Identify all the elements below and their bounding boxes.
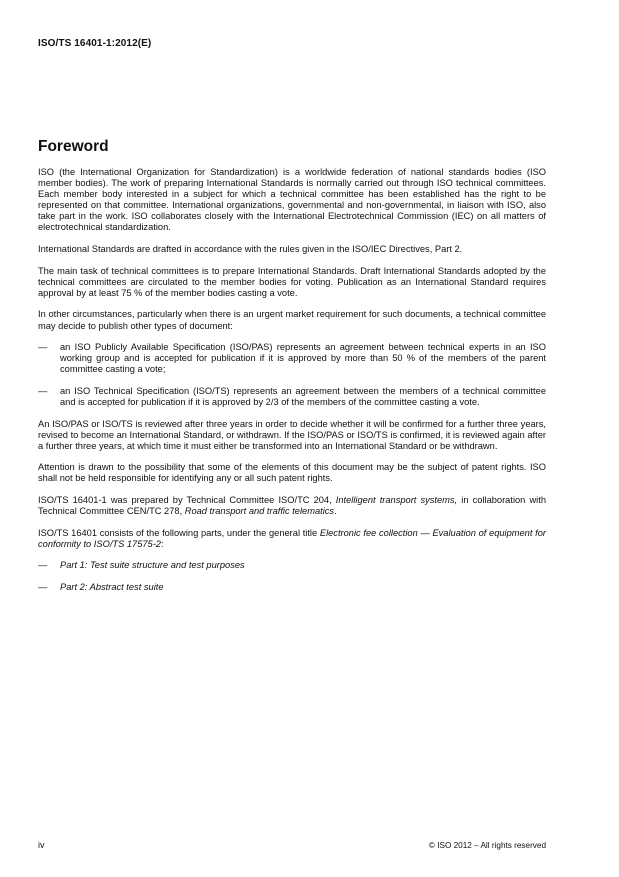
part-title: Part 2: Abstract test suite bbox=[60, 582, 164, 593]
committee-name-rttt: Road transport and traffic telematics bbox=[184, 506, 335, 517]
committee-name-its: Intelligent transport systems, bbox=[335, 495, 458, 506]
dash-bullet: — bbox=[38, 385, 48, 396]
copyright-notice: © ISO 2012 – All rights reserved bbox=[428, 841, 546, 850]
page-title: Foreword bbox=[38, 138, 109, 155]
document-id: ISO/TS 16401-1:2012(E) bbox=[38, 38, 152, 49]
dash-bullet: — bbox=[38, 342, 48, 353]
parts-intro-colon: : bbox=[160, 538, 164, 549]
foreword-body bbox=[38, 167, 546, 604]
list-item-text: an ISO Technical Specification (ISO/TS) represents an agreement between the members of a technical committee and is accepted for publication if it is approved by 2/3 of the members of the committee casting a vote. bbox=[60, 385, 546, 407]
dash-bullet: — bbox=[38, 560, 48, 571]
paragraph-directives: International Standards are drafted in accordance with the rules given in the ISO/IEC Directives, Part 2. bbox=[38, 244, 463, 255]
prepared-by-text-3: . bbox=[334, 506, 337, 517]
general-title: Electronic fee collection — Evaluation of equipment for conformity to ISO/TS 17575-2 bbox=[38, 527, 546, 549]
list-item-text: an ISO Publicly Available Specification (ISO/PAS) represents an agreement between technical experts in an ISO working group and is accepted for publication if it is approved by more than 50 % of the members of the parent committee casting a vote; bbox=[60, 342, 546, 375]
list-item-iso-pas bbox=[38, 342, 546, 375]
paragraph-patent-rights: Attention is drawn to the possibility that some of the elements of this document may be the subject of patent rights. ISO shall not be held responsible for identifying any or all such patent rights. bbox=[38, 462, 546, 484]
parts-intro-text: ISO/TS 16401 consists of the following parts, under the general title bbox=[38, 527, 320, 538]
dash-bullet: — bbox=[38, 582, 48, 593]
paragraph-other-circumstances: In other circumstances, particularly when there is an urgent market requirement for such documents, a technical committee may decide to publish other types of document: bbox=[38, 309, 546, 331]
page-number: iv bbox=[38, 840, 45, 850]
paragraph-parts bbox=[38, 528, 546, 550]
list-item-part-1 bbox=[38, 560, 546, 571]
paragraph-prepared-by bbox=[38, 495, 546, 517]
prepared-by-text-2: in collaboration with Technical Committee CEN/TC 278, bbox=[38, 495, 546, 517]
paragraph-iso-intro: ISO (the International Organization for Standardization) is a worldwide federation of national standards bodies (ISO member bodies). The work of preparing International Standards is normally carried out through ISO technical committees. Each member body interested in a subject for which a technical committee has been established has the right to be represented on that committee. International organizations, governmental and non-governmental, in liaison with ISO, also take part in the work. ISO collaborates closely with the International Electrotechnical Commission (IEC) on all matters of electrotechnical standardization. bbox=[38, 167, 546, 233]
paragraph-review: An ISO/PAS or ISO/TS is reviewed after three years in order to decide whether it will be confirmed for a further three years, revised to become an International Standard, or withdrawn. If the ISO/PAS or ISO/TS is confirmed, it is reviewed again after a further three years, at which time it must either be transformed into an International Standard or be withdrawn. bbox=[38, 418, 546, 451]
list-item-iso-ts bbox=[38, 386, 546, 408]
prepared-by-text-1: ISO/TS 16401-1 was prepared by Technical Committee ISO/TC 204, bbox=[38, 495, 336, 506]
paragraph-technical-committees: The main task of technical committees is to prepare International Standards. Draft International Standards adopted by the technical committees are circulated to the member bodies for voting. Publication as an International Standard requires approval by at least 75 % of the member bodies casting a vote. bbox=[38, 265, 546, 298]
part-title: Part 1: Test suite structure and test purposes bbox=[60, 560, 245, 571]
list-item-part-2 bbox=[38, 582, 546, 593]
